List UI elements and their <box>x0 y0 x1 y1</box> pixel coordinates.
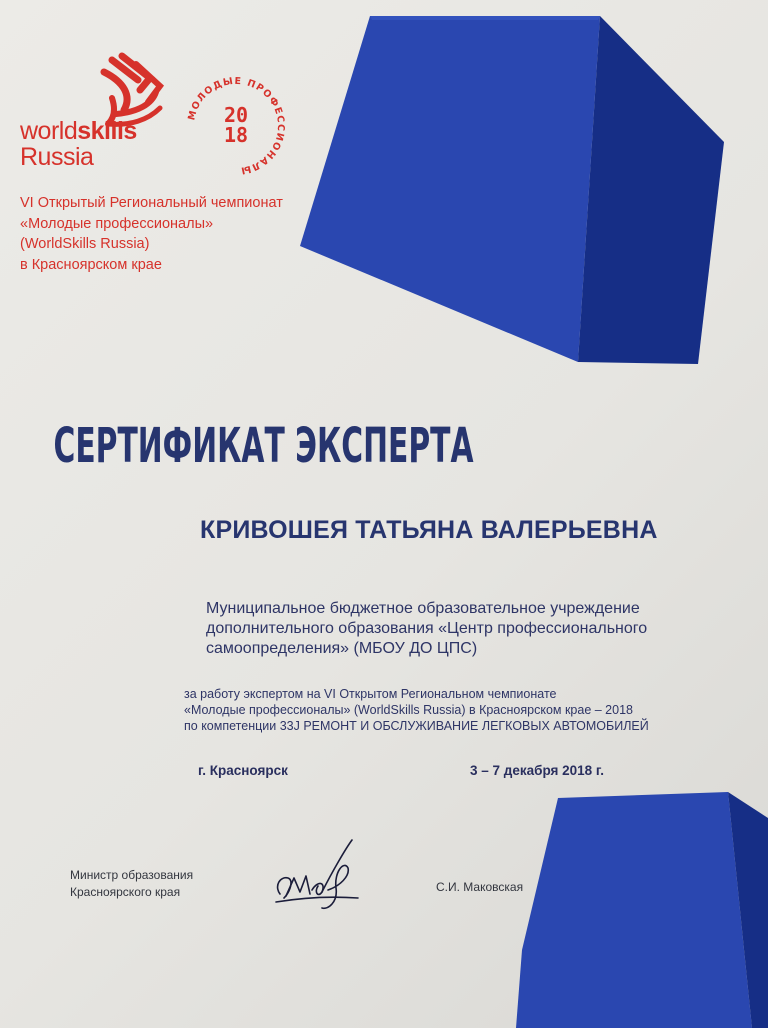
worldskills-wordmark <box>20 118 190 170</box>
championship-caption <box>20 193 310 275</box>
bottom-blue-cube <box>516 788 768 1028</box>
signer-name: С.И. Маковская <box>436 880 524 894</box>
event-dates: 3 – 7 декабря 2018 г. <box>470 763 604 778</box>
reason-line: по компетенции 33J РЕМОНТ И ОБСЛУЖИВАНИЕ ЛЕГКОВЫХ АВТОМОБИЛЕЙ <box>184 719 649 733</box>
championship-line: VI Открытый Региональный чемпионат <box>20 195 283 211</box>
top-blue-cube <box>300 14 730 370</box>
championship-line: в Красноярском крае <box>20 256 162 273</box>
brand-skills: skills <box>77 117 137 145</box>
recipient-name: КРИВОШЕЯ ТАТЬЯНА ВАЛЕРЬЕВНА <box>200 516 658 544</box>
position-line: Министр образования <box>70 868 194 882</box>
handwritten-signature <box>270 836 370 916</box>
position-line: Красноярского края <box>70 885 181 899</box>
event-city: г. Красноярск <box>198 763 288 778</box>
organization-line: дополнительного образования «Центр профессионального <box>206 620 648 637</box>
reason-line: «Молодые профессионалы» (WorldSkills Russia) в Красноярском крае – 2018 <box>184 703 633 717</box>
badge-arc-text: МОЛОДЫЕ ПРОФЕССИОНАЛЫ <box>186 75 287 177</box>
badge-year-bottom: 18 <box>223 123 249 147</box>
badge-year-top: 20 <box>223 103 249 127</box>
championship-line: (WorldSkills Russia) <box>20 236 150 252</box>
brand-world: world <box>20 117 78 145</box>
organization-line: самоопределения» (МБОУ ДО ЦПС) <box>206 640 478 657</box>
young-professionals-badge <box>176 66 296 186</box>
award-reason <box>184 686 684 734</box>
brand-country: Russia <box>20 143 94 171</box>
organization-block <box>206 599 686 659</box>
certificate-title-wrap <box>0 418 527 474</box>
organization-line: Муниципальное бюджетное образовательное учреждение <box>206 600 640 617</box>
reason-line: за работу экспертом на VI Открытом Региональном чемпионате <box>184 687 557 701</box>
signatory-position <box>70 867 193 901</box>
championship-line: «Молодые профессионалы» <box>20 215 214 232</box>
certificate-title: СЕРТИФИКАТ ЭКСПЕРТА <box>53 418 474 474</box>
